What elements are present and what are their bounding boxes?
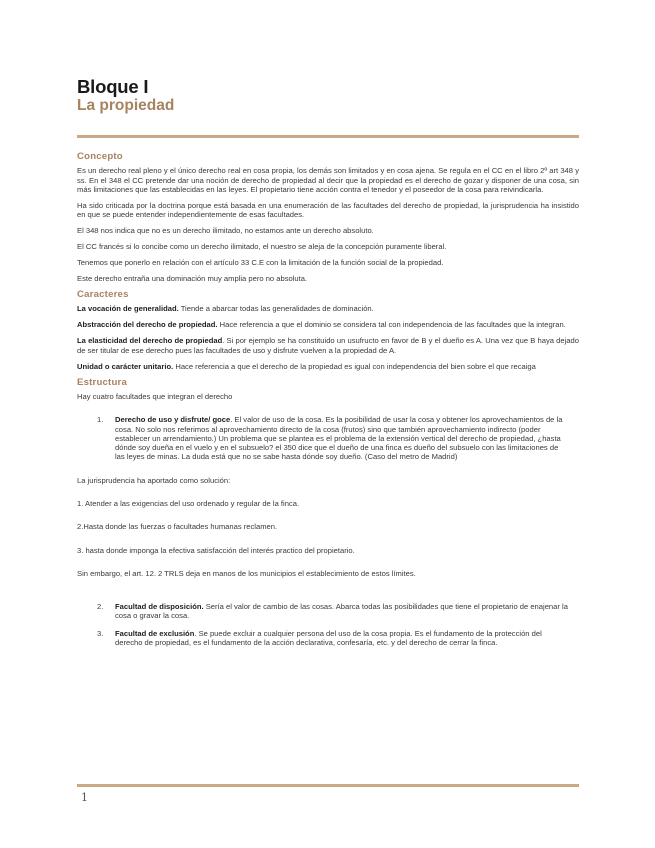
paragraph: Hay cuatro facultades que integran el derecho [77,391,233,401]
footer-divider [77,784,579,787]
caracter-item [77,336,579,355]
caracter-term: La elasticidad del derecho de propiedad [77,336,223,346]
header-divider [77,135,579,138]
caracter-item [77,304,579,313]
paragraph: El CC francés si lo concibe como un derecho ilimitado, el nuestro se aleja de la concepción puramente liberal. [77,242,447,252]
caracter-text: Tiende a abarcar todas las generalidades de dominación. [178,304,374,314]
paragraph: Tenemos que ponerlo en relación con el artículo 33 C.E con la limitación de la función social de la propiedad. [77,258,444,268]
paragraph: Sin embargo, el art. 12. 2 TRLS deja en manos de los municipios el establecimiento de estos límites. [77,568,416,578]
caracter-term: La vocación de generalidad. [77,304,179,314]
section-heading-caracteres: Caracteres [77,289,129,301]
document-body [77,152,579,647]
list-item [77,415,579,461]
paragraph: Ha sido criticada por la doctrina porque está basada en una enumeración de las facultades del derecho de propiedad, la jurisprudencia ha insistido en que se puede entender independientemente de esas facultades. [77,200,579,220]
list-text: Sería el valor de cambio de las cosas. Abarca todas las posibilidades que tiene el propietario de enajenar la cosa o gravar la cosa. [115,602,568,621]
paragraph: 1. Atender a las exigencias del uso ordenado y regular de la finca. [77,499,300,508]
list-number: 2. [97,602,104,612]
section-heading-concepto: Concepto [77,151,123,162]
caracter-text: Hace referencia a que el derecho de la propiedad es igual con independencia del bien sobre el que recaiga [173,361,536,371]
list-item [77,602,579,621]
caracter-item [77,320,579,329]
paragraph: 3. hasta donde imponga la efectiva satisfacción del interés practico del propietario. [77,545,355,555]
list-term: Derecho de uso y disfrute/ goce [115,415,231,425]
list-term: Facultad de disposición. [115,602,204,612]
facultades-list [77,415,579,461]
facultades-list-continued [77,602,579,647]
paragraph: El 348 nos indica que no es un derecho ilimitado, no estamos ante un derecho absoluto. [77,226,374,236]
list-number: 1. [97,415,104,425]
list-text: . El valor de uso de la cosa. Es la posibilidad de usar la cosa y obtener los aprovechamientos de la cosa. No solo nos referimos al aprovechamiento directo de la cosa (frutos) sino que también aprovechamiento indirecto (poder establecer un arrendamiento.) Un problema que se plantea es el problema de la extensión vertical del derecho de propiedad, ¿hasta dónde soy dueña en el vuelo y en el subsuelo? el 350 dice que el dueño de una finca es dueño del subsuelo con las limitaciones de las leyes de minas. La duda está que no se sabe hasta dónde soy dueño. (Caso del metro de Madrid) [115,415,563,462]
paragraph: Este derecho entraña una dominación muy amplia pero no absoluta. [77,274,308,284]
caracter-item [77,362,579,371]
paragraph: La jurisprudencia ha aportado como solución: [77,475,231,485]
caracter-text: . Si por ejemplo se ha constituido un usufructo en favor de B y el dueño es A. Una vez que B haya dejado de ser titular de ese derecho pues las facultades de uso y disfrute vuelven a la propiedad de A. [77,336,579,355]
list-item [77,629,579,648]
list-number: 3. [97,628,104,638]
caracter-term: Abstracción del derecho de propiedad. [77,320,218,330]
page-number: 1 [81,791,88,804]
document-subtitle: La propiedad [77,97,175,114]
document-title: Bloque I [77,76,149,97]
paragraph: Es un derecho real pleno y el único derecho real en cosa propia, los demás son limitados y en cosa ajena. Se regula en el CC en el libro 2º art 348 y ss. En el 348 el CC pretende dar una noción de derecho de propiedad al decir que la propiedad es el derecho de gozar y disponer de una cosa, sin más limitaciones que las establecidas en las leyes. El propietario tiene acción contra el tenedor y el poseedor de la cosa para reivindicarla. [77,166,579,194]
paragraph: 2.Hasta donde las fuerzas o facultades humanas reclamen. [77,522,278,532]
section-heading-estructura: Estructura [77,376,127,388]
list-term: Facultad de exclusión [115,628,195,638]
list-text: . Se puede excluir a cualquier persona del uso de la cosa propia. Es el fundamento de la protección del derecho de propiedad, es el fundamento de la acción declarativa, confesaría, etc. y del derecho de cerrar la finca. [115,628,542,648]
caracter-term: Unidad o carácter unitario. [77,361,174,371]
caracter-text: Hace referencia a que el dominio se considera tal con independencia de las facultades que la integran. [217,320,566,330]
